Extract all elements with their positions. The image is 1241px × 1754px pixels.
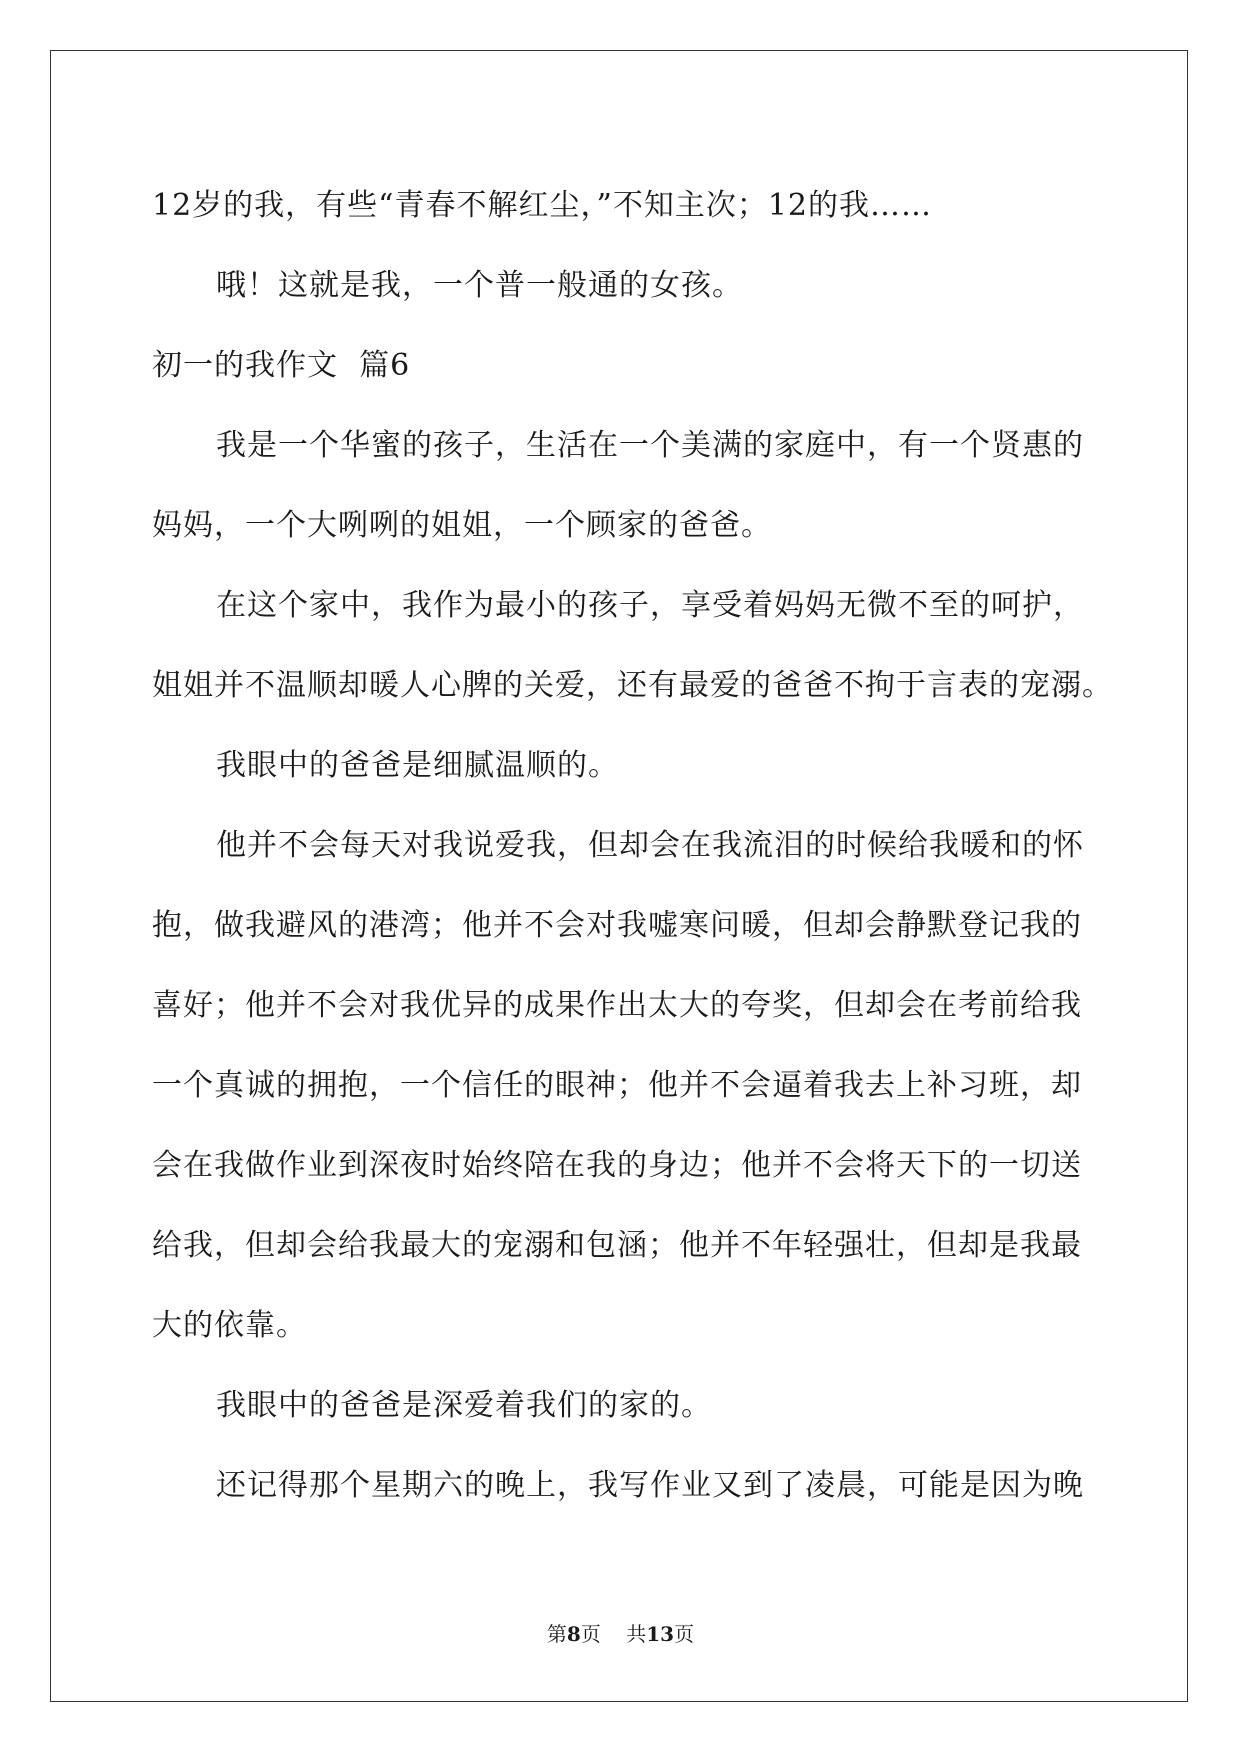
text-line: 在这个家中，我作为最小的孩子，享受着妈妈无微不至的呵护， — [216, 588, 1084, 623]
text-line: 会在我做作业到深夜时始终陪在我的身边；他并不会将天下的一切送 — [152, 1148, 1082, 1183]
text-line: 姐姐并不温顺却暖人心脾的关爱，还有最爱的爸爸不拘于言表的宠溺。 — [152, 668, 1113, 703]
section-heading: 初一的我作文 篇6 — [152, 348, 411, 383]
text-line: 抱，做我避风的港湾；他并不会对我嘘寒问暖，但却会静默登记我的 — [152, 908, 1082, 943]
text-line: 给我，但却会给我最大的宠溺和包涵；他并不年轻强壮，但却是我最 — [152, 1228, 1082, 1263]
text-line: 哦！这就是我，一个普一般通的女孩。 — [216, 268, 743, 303]
document-body — [152, 166, 1113, 1526]
footer-middle: 页 共 — [580, 1622, 647, 1646]
text-line: 一个真诚的拥抱，一个信任的眼神；他并不会逼着我去上补习班，却 — [152, 1068, 1082, 1103]
page-footer — [0, 1620, 1241, 1648]
text-line: 还记得那个星期六的晚上，我写作业又到了凌晨，可能是因为晚 — [216, 1468, 1084, 1503]
current-page-number: 8 — [566, 1622, 581, 1646]
text-line: 12岁的我，有些“青春不解红尘，”不知主次；12的我…… — [152, 188, 933, 223]
footer-prefix: 第 — [546, 1622, 567, 1646]
text-line: 他并不会每天对我说爱我，但却会在我流泪的时候给我暖和的怀 — [216, 828, 1084, 863]
text-line: 我是一个华蜜的孩子，生活在一个美满的家庭中，有一个贤惠的 — [216, 428, 1084, 463]
text-line: 我眼中的爸爸是细腻温顺的。 — [216, 748, 619, 783]
text-line: 我眼中的爸爸是深爱着我们的家的。 — [216, 1388, 712, 1423]
footer-suffix: 页 — [674, 1622, 695, 1646]
text-line: 喜好；他并不会对我优异的成果作出太大的夸奖，但却会在考前给我 — [152, 988, 1082, 1023]
text-line: 妈妈，一个大咧咧的姐姐，一个顾家的爸爸。 — [152, 508, 772, 543]
total-page-number: 13 — [646, 1622, 675, 1646]
text-line: 大的依靠。 — [152, 1308, 307, 1343]
